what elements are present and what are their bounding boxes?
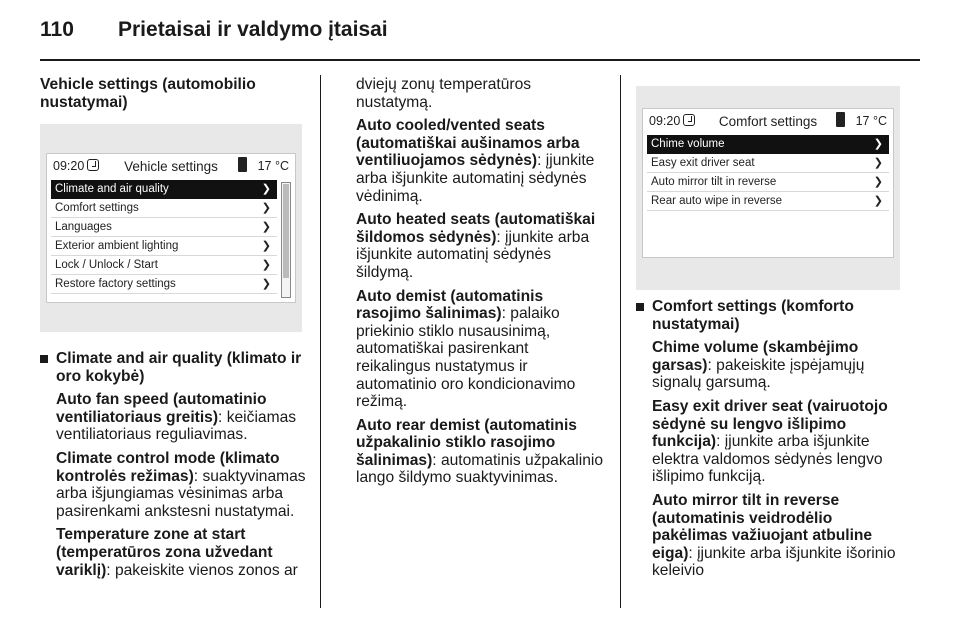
- chevron-right-icon: ❯: [261, 183, 271, 195]
- screen-title: Comfort settings: [718, 114, 818, 129]
- chevron-right-icon: ❯: [261, 202, 271, 214]
- column-divider-2: [620, 75, 621, 608]
- column-3: [636, 298, 908, 586]
- chevron-right-icon: ❯: [873, 157, 883, 169]
- paragraph: Auto heated seats (automatiškai šildomos sėdynės): įjunkite arba išjunkite automatinį sėdynės šildymą.: [356, 211, 596, 281]
- paragraph: Temperature zone at start (temperatūros zona užvedant variklį): pakeiskite vienos zonos ar: [56, 526, 298, 579]
- comfort-settings-menu: [647, 135, 889, 211]
- comfort-settings-screen-frame: [636, 86, 900, 290]
- comfort-settings-screen: [642, 108, 894, 258]
- chevron-right-icon: ❯: [261, 240, 271, 252]
- seat-icon: [836, 112, 845, 127]
- screen-temp: 17 °C: [855, 114, 887, 128]
- bullet-heading: Comfort settings (komforto nustatymai): [636, 298, 908, 333]
- vehicle-settings-screen: [46, 153, 296, 303]
- chevron-right-icon: ❯: [261, 278, 271, 290]
- chevron-right-icon: ❯: [873, 176, 883, 188]
- vehicle-settings-menu: [51, 180, 277, 294]
- scrollbar-thumb[interactable]: [283, 184, 289, 278]
- paragraph: Auto rear demist (automatinis užpakalinio stiklo rasojimo šalinimas): automatinis užpakalinio lango šildymo suaktyvinimas.: [356, 416, 604, 487]
- screen-time: 09:20: [649, 114, 681, 128]
- chevron-right-icon: ❯: [261, 221, 271, 233]
- menu-item-rear-wipe[interactable]: Rear auto wipe in reverse ❯: [647, 192, 889, 211]
- page-header: [40, 18, 920, 44]
- bullet-heading: Climate and air quality (klimato ir oro kokybė): [40, 350, 308, 385]
- menu-item-languages[interactable]: Languages ❯: [51, 218, 277, 237]
- paragraph: Auto mirror tilt in reverse (automatinis veidrodėlio pakėlimas važiuojant atbuline eiga): įjunkite arba išjunkite išorinio keleivio: [652, 491, 896, 580]
- paragraph: Climate control mode (klimato kontrolės režimas): suaktyvinamas arba išjungiamas vėsinimas arba pasirenkami ankstesni nustatymai.: [56, 449, 306, 520]
- menu-item-mirror-tilt[interactable]: Auto mirror tilt in reverse ❯: [647, 173, 889, 192]
- header-rule: [40, 59, 920, 61]
- chevron-right-icon: ❯: [873, 138, 883, 150]
- chevron-right-icon: ❯: [261, 259, 271, 271]
- screen-top-bar: [47, 154, 295, 178]
- bullet-square-icon: [40, 355, 48, 363]
- seat-icon: [238, 157, 247, 172]
- screen-title: Vehicle settings: [124, 159, 218, 174]
- menu-item-lock-unlock[interactable]: Lock / Unlock / Start ❯: [51, 256, 277, 275]
- column-2: [356, 76, 606, 493]
- screen-top-bar: [643, 109, 893, 133]
- menu-item-easy-exit[interactable]: Easy exit driver seat ❯: [647, 154, 889, 173]
- menu-item-chime-volume[interactable]: Chime volume ❯: [647, 135, 889, 154]
- paragraph: Auto cooled/vented seats (automatiškai aušinamos arba ventiliuojamos sėdynės): įjunkite arba išjunkite automatinį sėdynės vėdinimą.: [356, 117, 595, 205]
- paragraph: Auto demist (automatinis rasojimo šalinimas): palaiko priekinio stiklo nusausinimą, automatiškai pasirenkant reikalingus nustatymus ir automatinio oro kondicionavimo režimą.: [356, 287, 576, 411]
- page-number: 110: [40, 18, 74, 41]
- chevron-right-icon: ❯: [873, 195, 883, 207]
- menu-item-climate[interactable]: Climate and air quality ❯: [51, 180, 277, 199]
- bullet-square-icon: [636, 303, 644, 311]
- section-heading: Vehicle settings (automobilio nustatymai): [40, 76, 256, 111]
- column-1: [40, 76, 308, 117]
- scrollbar[interactable]: [281, 182, 291, 298]
- paragraph: Easy exit driver seat (vairuotojo sėdynė su lengvo išlipimo funkcija): įjunkite arba išjunkite elektra valdomos sėdynės lengvo išlipimo funkciją.: [652, 397, 888, 486]
- menu-item-factory-reset[interactable]: Restore factory settings ❯: [51, 275, 277, 294]
- paragraph: Chime volume (skambėjimo garsas): pakeiskite įspėjamųjų signalų garsumą.: [652, 339, 865, 392]
- paragraph: dviejų zonų temperatūros nustatymą.: [356, 76, 532, 111]
- vehicle-settings-screen-frame: [40, 124, 302, 332]
- menu-item-ambient-lighting[interactable]: Exterior ambient lighting ❯: [51, 237, 277, 256]
- column-divider-1: [320, 75, 321, 608]
- screen-temp: 17 °C: [257, 159, 289, 173]
- paragraph: Auto fan speed (automatinio ventiliatoriaus greitis): keičiamas ventiliatoriaus reguliavimas.: [56, 391, 297, 444]
- screen-time: 09:20: [53, 159, 85, 173]
- menu-item-comfort[interactable]: Comfort settings ❯: [51, 199, 277, 218]
- column-1-body: [40, 350, 308, 585]
- page-title: Prietaisai ir valdymo įtaisai: [118, 18, 388, 41]
